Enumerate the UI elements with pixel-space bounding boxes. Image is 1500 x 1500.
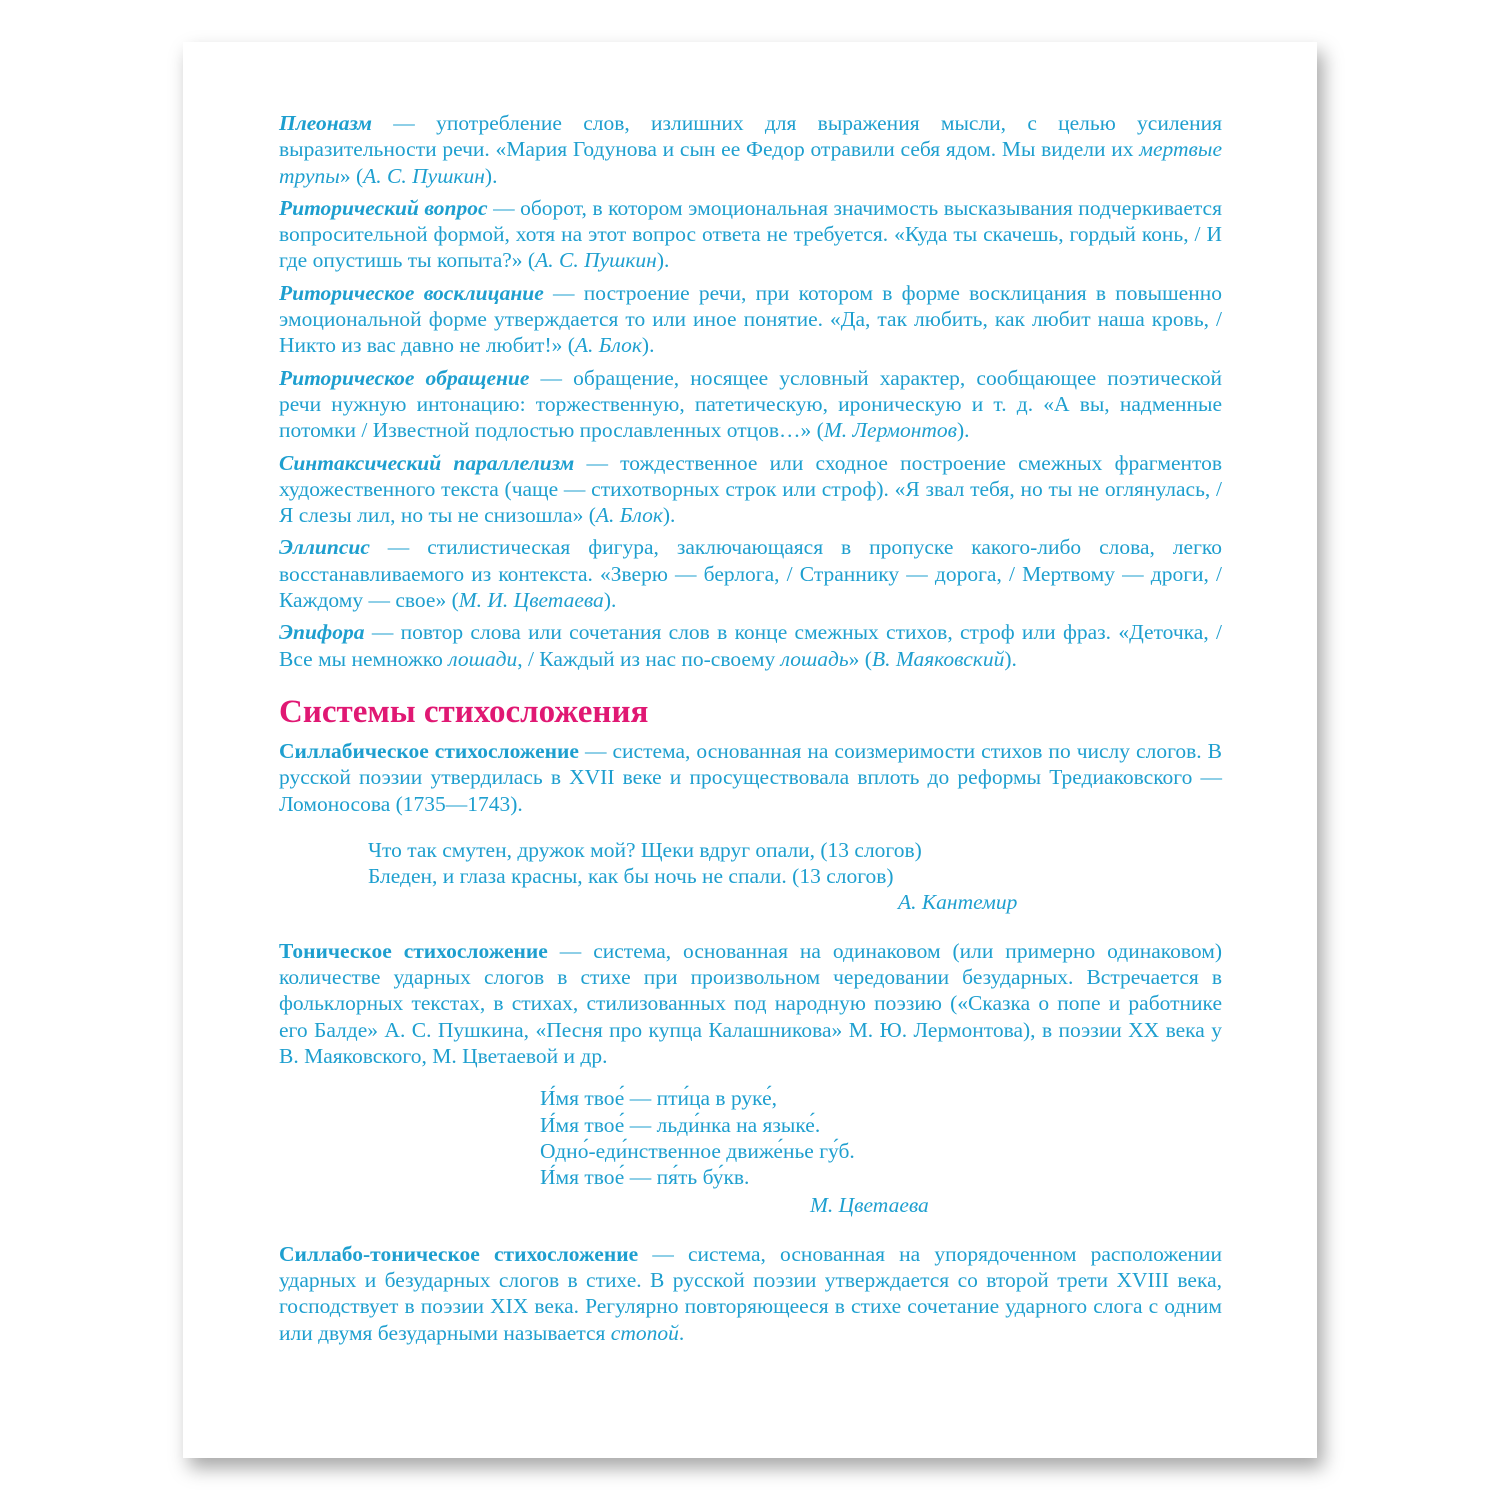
entry-epiphora — [279, 619, 1222, 672]
entry-term: Силлабическое стихосложение — [279, 738, 579, 763]
section-title: Системы стихосложения — [279, 693, 649, 730]
entry-author: В. Маяковский — [871, 646, 1005, 671]
entry-pleonasm — [279, 110, 1222, 189]
entry-author: М. И. Цветаева — [458, 588, 604, 613]
poem-author: А. Кантемир — [898, 890, 1018, 915]
entry-term: Плеоназм — [279, 111, 373, 135]
book-page — [183, 42, 1317, 1458]
entry-rhetorical-address — [279, 365, 1222, 444]
entry-text: — употребление слов, излишних для выражения мысли, с целью усиления выразительности речи. «Мария Годунова и сын ее Федор отравили себя ядом. Мы видели их — [279, 111, 1222, 162]
entry-end: ). — [662, 503, 676, 528]
poem-line: И́мя твое́ — пти́ца в руке́, — [540, 1086, 778, 1111]
entry-text-continued: » ( — [339, 163, 364, 188]
entry-end: ). — [957, 418, 970, 443]
entry-term: Риторический вопрос — [279, 195, 488, 220]
entry-text: — стилистическая фигура, заключающаяся в пропуске какого-либо слова, легко восстанавливаемого из контекста. «Зверю — берлога, / Страннику — дорога, / Мертвому — дроги, / Каждому — свое» ( — [279, 535, 1222, 613]
entry-author: А. Блок — [574, 333, 642, 358]
entry-rhetorical-exclamation — [279, 280, 1222, 359]
entry-end: ). — [603, 588, 617, 613]
poem-line: И́мя твое́ — льди́нка на языке́. — [540, 1112, 821, 1137]
entry-text: — система, основанная на соизмеримости стихов по числу слогов. В русской поэзии утвердилась в XVII веке и просуществовала вплоть до реформы Тредиаковского — Ломоносова (1735—1743). — [279, 738, 1222, 816]
entry-term: Тоническое стихосложение — [279, 938, 548, 963]
entry-example-italic: лошади — [448, 646, 518, 671]
poem-tsvetaeva — [540, 1085, 1222, 1218]
entry-term: Риторическое обращение — [279, 365, 530, 390]
entry-end: . — [678, 1320, 685, 1345]
entry-text: — оборот, в котором эмоциональная значимость высказывания подчеркивается вопросительной формой, хотя на этот вопрос ответа не требуется. «Куда ты скачешь, гордый конь, / И где опустишь ты копыта?» ( — [279, 195, 1222, 273]
entry-text: — повтор слова или сочетания слов в конце смежных стихов, строф или фраз. «Деточка, / Все мы немножко — [279, 620, 1222, 671]
entry-author: А. С. Пушкин — [363, 163, 485, 188]
entry-example-italic: стопой — [610, 1320, 679, 1345]
entry-example-italic: мертвые трупы — [279, 137, 1222, 188]
entry-end: ). — [484, 163, 498, 188]
entry-syllabo-tonic — [279, 1241, 1222, 1346]
entry-author: М. Лермонтов — [823, 418, 958, 443]
entry-end: ). — [641, 333, 655, 358]
entry-text: — система, основанная на упорядоченном расположении ударных и безударных слогов в стихе. В русской поэзии утверждается со второй трети XVIII века, господствует в поэзии XIX века. Регулярно повторяющееся в стихе сочетание ударного слога с одним или двумя безударными называется — [279, 1241, 1223, 1345]
entry-text: — построение речи, при котором в форме восклицания в повышенно эмоциональной форме утверждается то или иное понятие. «Да, так любить, как любит наша кровь, / Никто из вас давно не любит!» ( — [279, 280, 1222, 358]
entry-ellipsis — [279, 534, 1222, 613]
poem-line: Бледен, и глаза красны, как бы ночь не спали. (13 слогов) — [368, 864, 894, 889]
entry-term: Эллипсис — [279, 535, 370, 560]
entry-end: ). — [1004, 646, 1017, 671]
poem-author: М. Цветаева — [810, 1193, 929, 1218]
entry-text: — тождественное или сходное построение смежных фрагментов художественного текста (чаще — стихотворных строк или строф). «Я звал тебя, но ты не оглянулась, / Я слезы лил, но ты не снизошла» ( — [279, 450, 1223, 528]
entry-author: А. Блок — [595, 503, 663, 528]
entry-text: — система, основанная на одинаковом (или примерно одинаковом) количестве ударных слогов в стихе при произвольном чередовании безударных. Встречается в фольклорных текстах, в стихах, стилизованных под народную поэзию («Сказка о попе и работнике его Балде» А. С. Пушкина, «Песня про купца Калашникова» М. Ю. Лермонтова), в поэзии XX века у В. Маяковского, М. Цветаевой и др. — [279, 938, 1222, 1068]
entry-syntactic-parallelism — [279, 450, 1222, 529]
entry-example-italic-2: лошадь — [780, 646, 849, 671]
entry-end: ). — [656, 248, 670, 273]
entry-text: — обращение, носящее условный характер, сообщающее поэтической речи нужную интонацию: торжественную, патетическую, ироническую и т. д. «А вы, надменные потомки / Известной подлостью прославленных отцов…» ( — [279, 365, 1222, 443]
entry-term: Силлабо-тоническое стихосложение — [279, 1241, 639, 1266]
entry-syllabic — [279, 738, 1222, 817]
page-content — [279, 110, 1222, 1352]
poem-line: И́мя твое́ — пя́ть бу́кв. — [540, 1165, 750, 1190]
entry-term: Эпифора — [279, 620, 365, 645]
entry-term: Синтаксический параллелизм — [279, 450, 575, 475]
poem-line: Одно́-еди́нственное движе́нье гу́б. — [540, 1138, 855, 1163]
entry-tonic — [279, 938, 1222, 1069]
entry-author: А. С. Пушкин — [535, 248, 657, 273]
poem-line: Что так смутен, дружок мой? Щеки вдруг опали, (13 слогов) — [368, 837, 922, 862]
entry-text-continued: , / Каждый из нас по-своему — [517, 646, 781, 671]
poem-kantemir — [368, 837, 1222, 916]
entry-term: Риторическое восклицание — [279, 280, 544, 305]
entry-rhetorical-question — [279, 195, 1222, 274]
entry-text-continued-2: » ( — [848, 646, 872, 671]
